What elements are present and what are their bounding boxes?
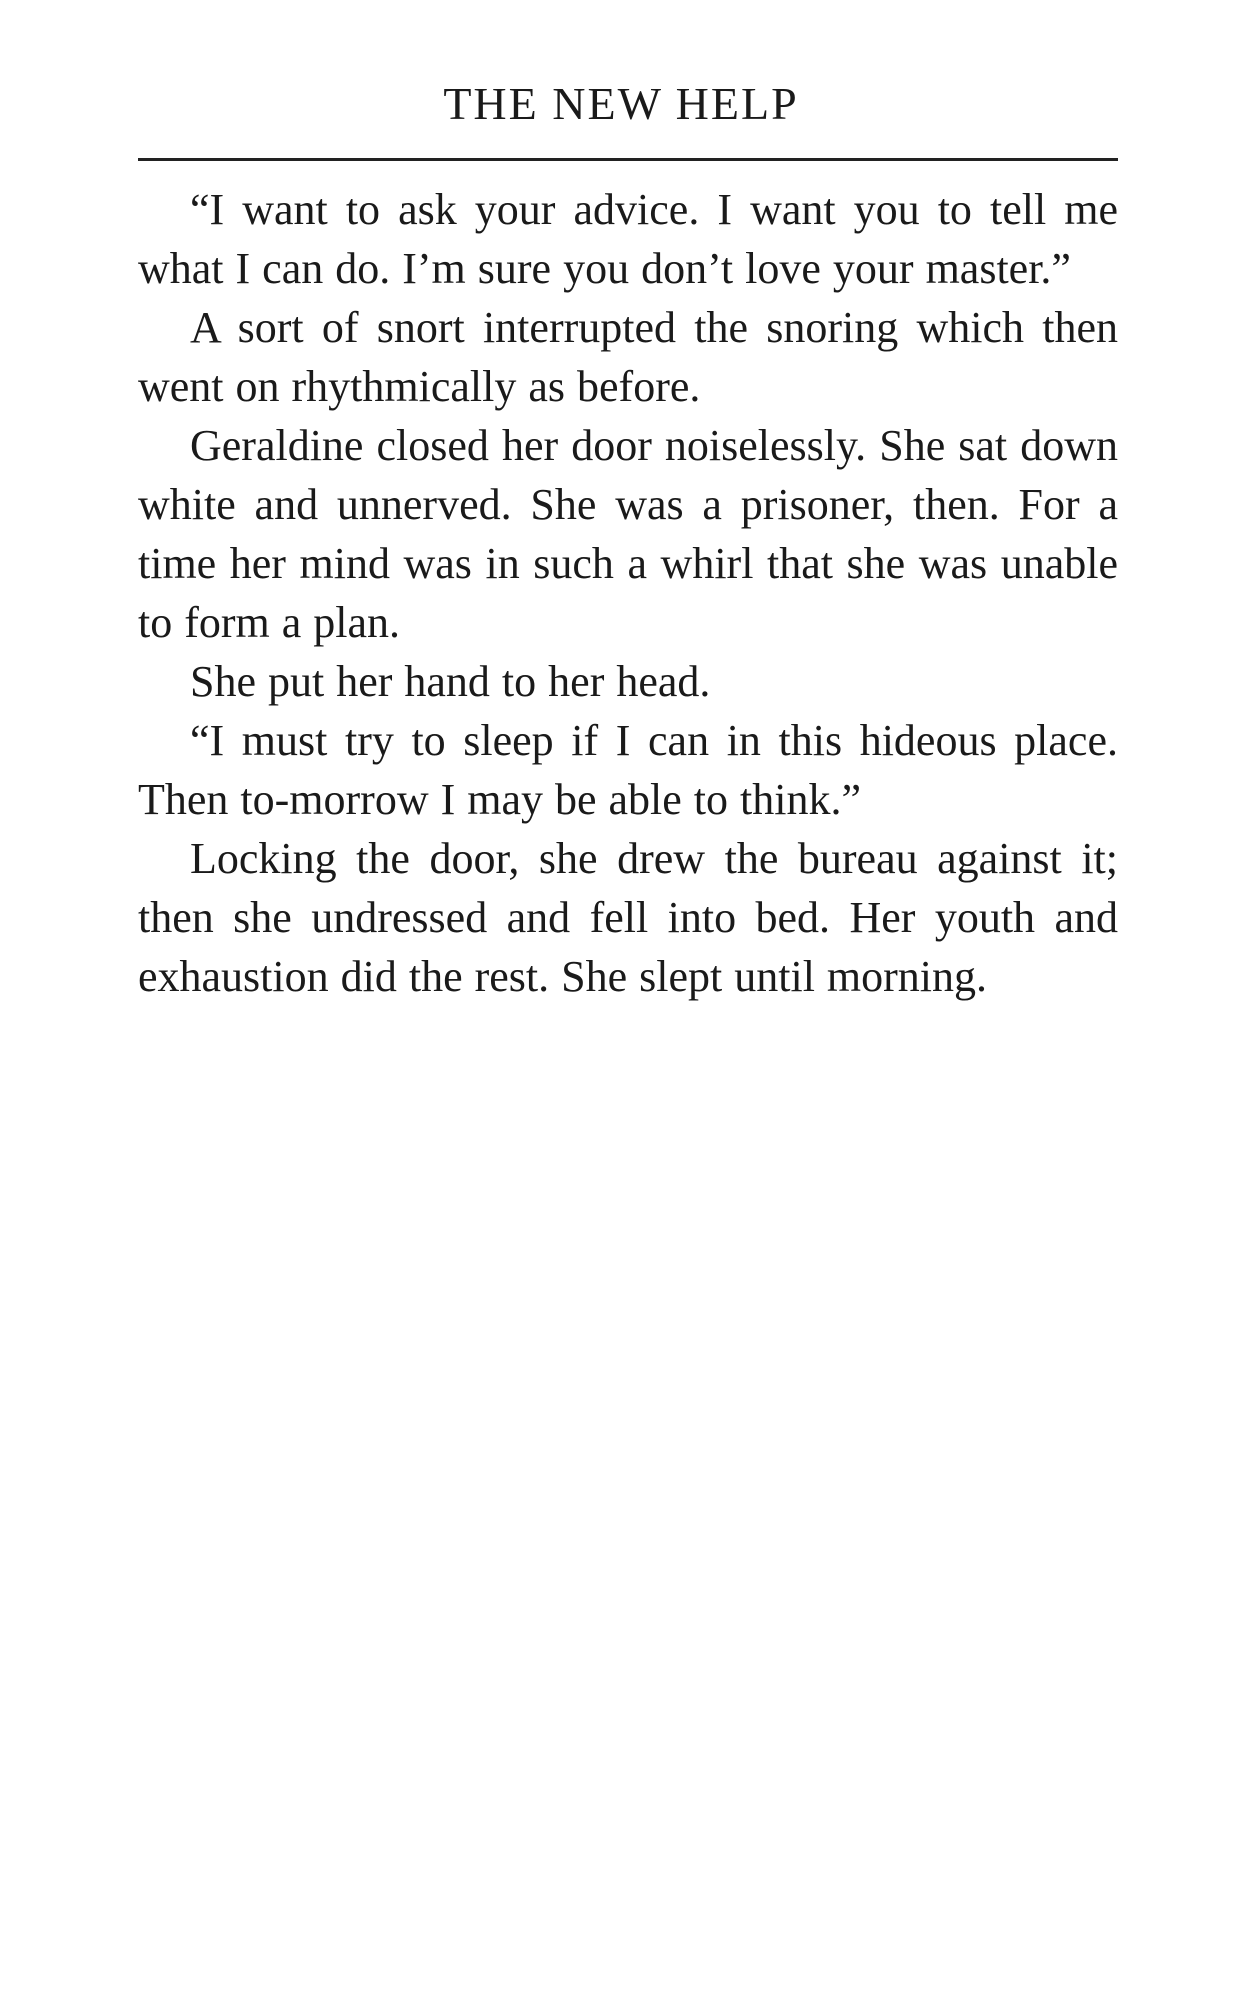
paragraph: Locking the door, she drew the bureau against it; then she undressed and fell into bed. Her youth and exhaustion did the rest. She slept until morning. [138,834,1118,1001]
running-head: THE NEW HELP [443,78,799,129]
header-rule [138,158,1118,161]
paragraph: “I want to ask your advice. I want you to tell me what I can do. I’m sure you don’t love your master.” [138,185,1118,293]
body-text [138,180,1118,1006]
paragraph: She put her hand to her head. [190,657,711,706]
paragraph: “I must try to sleep if I can in this hideous place. Then to-morrow I may be able to think.” [138,716,1118,824]
paragraph: Geraldine closed her door noiselessly. She sat down white and unnerved. She was a prisoner, then. For a time her mind was in such a whirl that she was unable to form a plan. [138,421,1118,647]
paragraph: A sort of snort interrupted the snoring which then went on rhythmically as before. [138,303,1118,411]
